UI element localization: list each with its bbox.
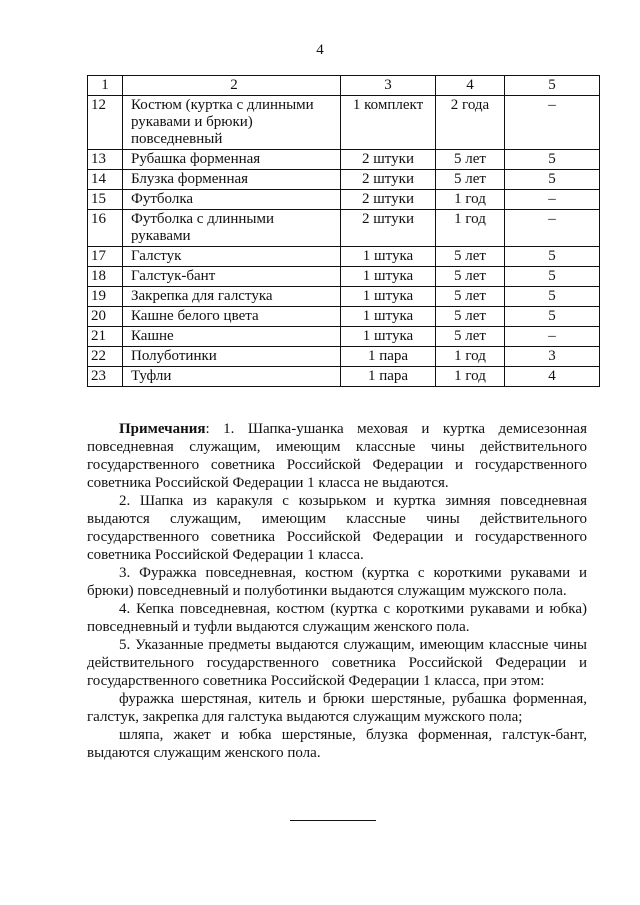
row-item: Закрепка для галстука: [123, 287, 341, 307]
row-item: Костюм (куртка с длинными рукавами и брюки) повседневный: [123, 96, 341, 150]
row-quantity: 2 штуки: [341, 190, 436, 210]
row-number: 13: [88, 150, 123, 170]
row-note: 3: [505, 347, 600, 367]
row-item: Футболка с длинными рукавами: [123, 210, 341, 247]
row-term: 5 лет: [436, 287, 505, 307]
row-number: 16: [88, 210, 123, 247]
table-row: [88, 367, 600, 387]
note-5: 5. Указанные предметы выдаются служащим, имеющим классные чины действительного государственного советника Российской Федерации и государственного советника Российской Федерации 1 класса, при этом:: [87, 637, 587, 689]
row-note: –: [505, 210, 600, 247]
row-number: 20: [88, 307, 123, 327]
table-row: [88, 96, 600, 150]
row-quantity: 1 штука: [341, 327, 436, 347]
row-quantity: 2 штуки: [341, 210, 436, 247]
row-term: 2 года: [436, 96, 505, 150]
note-5-female: шляпа, жакет и юбка шерстяные, блузка форменная, галстук-бант, выдаются служащим женского пола.: [87, 727, 587, 761]
row-note: 5: [505, 287, 600, 307]
row-item: Футболка: [123, 190, 341, 210]
row-quantity: 1 пара: [341, 367, 436, 387]
row-quantity: 1 пара: [341, 347, 436, 367]
table-row: [88, 347, 600, 367]
footer-divider: [290, 820, 376, 821]
row-term: 5 лет: [436, 170, 505, 190]
notes-section: [87, 420, 587, 762]
items-table: [87, 75, 600, 387]
row-note: 5: [505, 267, 600, 287]
row-number: 18: [88, 267, 123, 287]
row-term: 5 лет: [436, 327, 505, 347]
row-quantity: 1 штука: [341, 307, 436, 327]
row-note: 5: [505, 307, 600, 327]
header-cell-item: 2: [123, 76, 341, 96]
row-item: Полуботинки: [123, 347, 341, 367]
row-quantity: 1 штука: [341, 247, 436, 267]
row-item: Кашне белого цвета: [123, 307, 341, 327]
row-note: 4: [505, 367, 600, 387]
table-row: [88, 190, 600, 210]
table-row: [88, 287, 600, 307]
row-term: 5 лет: [436, 267, 505, 287]
row-number: 19: [88, 287, 123, 307]
table-row: [88, 210, 600, 247]
table-row: [88, 247, 600, 267]
row-note: 5: [505, 247, 600, 267]
row-term: 5 лет: [436, 307, 505, 327]
row-term: 1 год: [436, 347, 505, 367]
row-note: –: [505, 190, 600, 210]
table-row: [88, 327, 600, 347]
row-number: 15: [88, 190, 123, 210]
row-term: 5 лет: [436, 150, 505, 170]
row-item: Галстук: [123, 247, 341, 267]
note-4: 4. Кепка повседневная, костюм (куртка с короткими рукавами и юбка) повседневный и туфли выдаются служащим женского пола.: [87, 601, 587, 635]
row-item: Рубашка форменная: [123, 150, 341, 170]
row-item: Туфли: [123, 367, 341, 387]
page-number: 4: [316, 42, 324, 58]
table-row: [88, 307, 600, 327]
row-term: 1 год: [436, 190, 505, 210]
note-1-text: : 1. Шапка-ушанка меховая и куртка демисезонная повседневная служащим, имеющим классные чины действительного государственного советника Российской Федерации и государственного советника Российской Федерации 1 класса не выдаются.: [87, 421, 587, 491]
row-item: Галстук-бант: [123, 267, 341, 287]
header-cell-quantity: 3: [341, 76, 436, 96]
row-item: Блузка форменная: [123, 170, 341, 190]
note-5-male: фуражка шерстяная, китель и брюки шерстяные, рубашка форменная, галстук, закрепка для галстука выдаются служащим мужского пола;: [87, 691, 587, 725]
header-cell-term: 4: [436, 76, 505, 96]
row-note: 5: [505, 170, 600, 190]
row-number: 12: [88, 96, 123, 150]
row-term: 1 год: [436, 210, 505, 247]
table-row: [88, 150, 600, 170]
notes-label: Примечания: [119, 421, 206, 437]
row-quantity: 1 штука: [341, 287, 436, 307]
row-item: Кашне: [123, 327, 341, 347]
row-term: 5 лет: [436, 247, 505, 267]
row-number: 14: [88, 170, 123, 190]
row-note: 5: [505, 150, 600, 170]
row-number: 17: [88, 247, 123, 267]
items-table-body: [88, 76, 600, 387]
note-1: [87, 420, 587, 492]
header-cell-note: 5: [505, 76, 600, 96]
row-quantity: 1 штука: [341, 267, 436, 287]
row-note: –: [505, 327, 600, 347]
row-number: 23: [88, 367, 123, 387]
row-quantity: 1 комплект: [341, 96, 436, 150]
row-number: 21: [88, 327, 123, 347]
row-quantity: 2 штуки: [341, 150, 436, 170]
table-row: [88, 170, 600, 190]
row-term: 1 год: [436, 367, 505, 387]
table-header-row: [88, 76, 600, 96]
row-note: –: [505, 96, 600, 150]
header-cell-number: 1: [88, 76, 123, 96]
row-number: 22: [88, 347, 123, 367]
row-quantity: 2 штуки: [341, 170, 436, 190]
note-2: 2. Шапка из каракуля с козырьком и куртка зимняя повседневная выдаются служащим, имеющим классные чины действительного государственного советника Российской Федерации и государственного советника Российской Федерации 1 класса.: [87, 493, 587, 563]
note-3: 3. Фуражка повседневная, костюм (куртка с короткими рукавами и брюки) повседневный и полуботинки выдаются служащим мужского пола.: [87, 565, 587, 599]
table-row: [88, 267, 600, 287]
